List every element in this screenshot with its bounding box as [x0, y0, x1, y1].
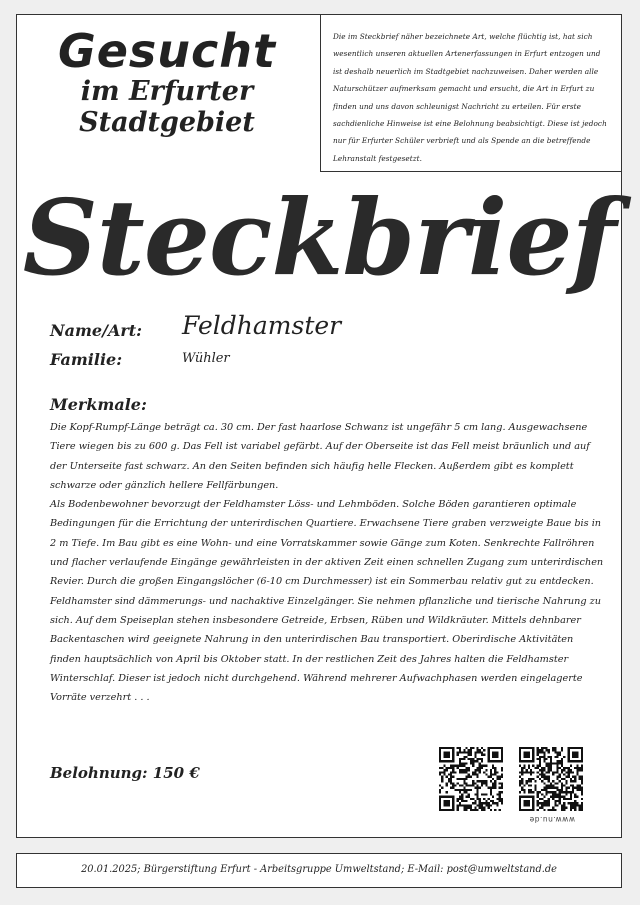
intro-text: Die im Steckbrief näher bezeichnete Art, welche flüchtig ist, hat sich wesentlich unseren aktuellen Artenerfassungen in Erfurt entzogen und ist deshalb neuerlich im Stadtgebiet nachzuweisen. Daher werden alle Naturschützer aufmerksam gemacht und ersucht, die Art in Erfurt zu finden und uns davon schleunigst Nachricht zu erteilen. Für erste sachdienliche Hinweise ist eine Belohnung beabsichtigt. Diese ist jedoch nur für Erfurter Schüler verbrieft und als Spende an die betreffende Lehranstalt festgesetzt. — [333, 32, 607, 163]
features-heading: Merkmale: — [50, 395, 147, 414]
wanted-heading — [16, 26, 318, 138]
footer — [16, 853, 622, 888]
family-label: Familie: — [50, 350, 123, 369]
wanted-heading-line3: Stadtgebiet — [79, 107, 255, 138]
name-value: Feldhamster — [182, 311, 342, 340]
features-paragraph-habitat: Als Bodenbewohner bevorzugt der Feldhamster Löss- und Lehmböden. Solche Böden garantieren optimale Bedingungen für die Errichtung der unterirdischen Quartiere. Erwachsene Tiere graben verzweigte Baue bis in 2 m Tiefe. Im Bau gibt es eine Wohn- und eine Vorratskammer sowie Gänge zum Koten. Senkrechte Fallröhren und flacher verlaufende Eingänge gewährleisten in der aktiven Zeit einen schnellen Zugang zum unterirdischen Revier. Durch die großen Eingangslöcher (6-10 cm Durchmesser) ist ein Sommerbau relativ gut zu entdecken. — [50, 499, 604, 588]
footer-text: 20.01.2025; Bürgerstiftung Erfurt - Arbeitsgruppe Umweltstand; E-Mail: post@umweltstand.de — [81, 864, 557, 875]
intro-box — [320, 14, 622, 172]
features-description — [50, 418, 606, 707]
reward-text: Belohnung: 150 € — [50, 764, 200, 782]
poster-title: Steckbrief — [22, 176, 616, 299]
wanted-heading-line1: Gesucht — [57, 24, 277, 78]
features-paragraph-behaviour: Feldhamster sind dämmerungs- und nachaktive Einzelgänger. Sie nehmen pflanzliche und tierische Nahrung zu sich. Auf dem Speiseplan stehen insbesondere Getreide, Erbsen, Rüben und Wildkräuter. Mittels dehnbarer Backentaschen wird geeignete Nahrung in den unterirdischen Bau transportiert. Oberirdische Aktivitäten finden hauptsächlich von April bis Oktober statt. In der restlichen Zeit des Jahres halten die Feldhamster Winterschlaf. Dieser ist jedoch nicht durchgehend. Während mehrerer Aufwachphasen werden eingelagerte Vorräte verzehrt . . . — [50, 595, 601, 704]
qr-code-left[interactable] — [439, 747, 503, 811]
qr-code-right[interactable] — [519, 747, 583, 811]
family-value: Wühler — [182, 351, 230, 366]
features-paragraph-appearance: Die Kopf-Rumpf-Länge beträgt ca. 30 cm. Der fast haarlose Schwanz ist ungefähr 5 cm lang. Ausgewachsene Tiere wiegen bis zu 600 g. Das Fell ist variabel gefärbt. Auf der Oberseite ist das Fell meist bräunlich und auf der Unterseite fast schwarz. An den Seiten befinden sich häufig helle Flecken. Außerdem gibt es komplett schwarze oder gänzlich hellere Fellfärbungen. — [50, 422, 590, 491]
name-label: Name/Art: — [50, 321, 143, 340]
qr-caption: www.nu.de — [529, 815, 575, 824]
wanted-heading-line2: im Erfurter — [80, 76, 254, 107]
